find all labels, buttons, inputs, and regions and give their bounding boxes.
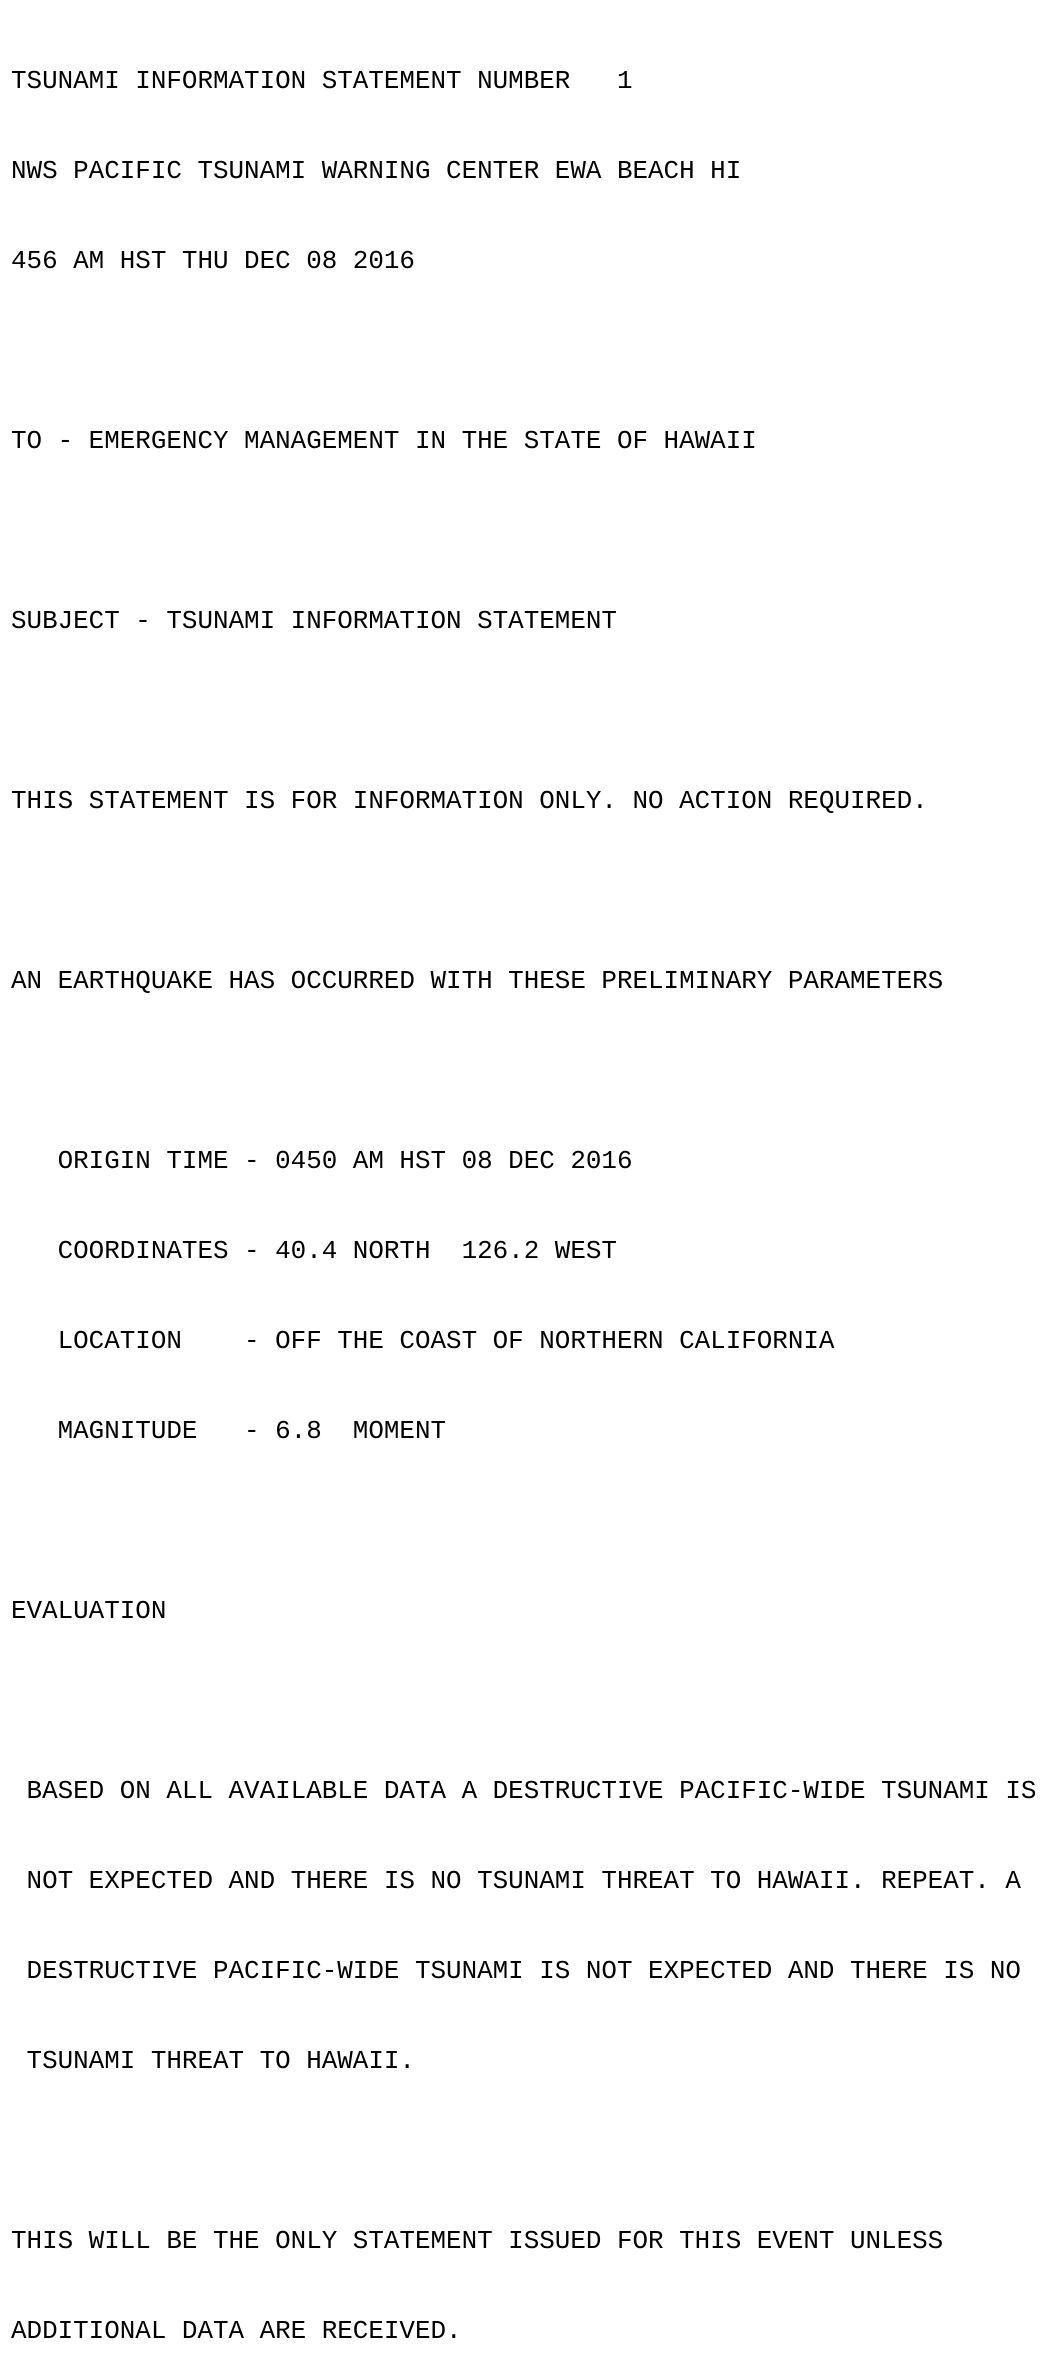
parameters-intro: AN EARTHQUAKE HAS OCCURRED WITH THESE PRELIMINARY PARAMETERS [11,966,944,996]
blank-line [11,1686,1056,1716]
closing-line: THIS WILL BE THE ONLY STATEMENT ISSUED FOR THIS EVENT UNLESS [11,2226,944,2256]
blank-line [11,876,1056,906]
blank-line [11,1506,1056,1536]
blank-line [11,516,1056,546]
bulletin-issue-time: 456 AM HST THU DEC 08 2016 [11,246,415,276]
bulletin-recipient: TO - EMERGENCY MANAGEMENT IN THE STATE OF HAWAII [11,426,757,456]
blank-line [11,1056,1056,1086]
parameter-magnitude: MAGNITUDE - 6.8 MOMENT [11,1416,447,1446]
evaluation-line: BASED ON ALL AVAILABLE DATA A DESTRUCTIVE PACIFIC-WIDE TSUNAMI IS [11,1776,1037,1806]
blank-line [11,696,1056,726]
blank-line [11,336,1056,366]
bulletin-title: TSUNAMI INFORMATION STATEMENT NUMBER 1 [11,66,633,96]
parameter-origin-time: ORIGIN TIME - 0450 AM HST 08 DEC 2016 [11,1146,633,1176]
evaluation-line: TSUNAMI THREAT TO HAWAII. [11,2046,415,2076]
blank-line [11,2136,1056,2166]
tsunami-bulletin [11,6,1056,2376]
bulletin-subject: SUBJECT - TSUNAMI INFORMATION STATEMENT [11,606,617,636]
closing-line: ADDITIONAL DATA ARE RECEIVED. [11,2316,462,2346]
evaluation-line: NOT EXPECTED AND THERE IS NO TSUNAMI THREAT TO HAWAII. REPEAT. A [11,1866,1021,1896]
bulletin-issuer: NWS PACIFIC TSUNAMI WARNING CENTER EWA BEACH HI [11,156,742,186]
evaluation-line: DESTRUCTIVE PACIFIC-WIDE TSUNAMI IS NOT EXPECTED AND THERE IS NO [11,1956,1021,1986]
evaluation-heading: EVALUATION [11,1596,167,1626]
parameter-location: LOCATION - OFF THE COAST OF NORTHERN CALIFORNIA [11,1326,835,1356]
parameter-coordinates: COORDINATES - 40.4 NORTH 126.2 WEST [11,1236,617,1266]
bulletin-notice: THIS STATEMENT IS FOR INFORMATION ONLY. NO ACTION REQUIRED. [11,786,928,816]
